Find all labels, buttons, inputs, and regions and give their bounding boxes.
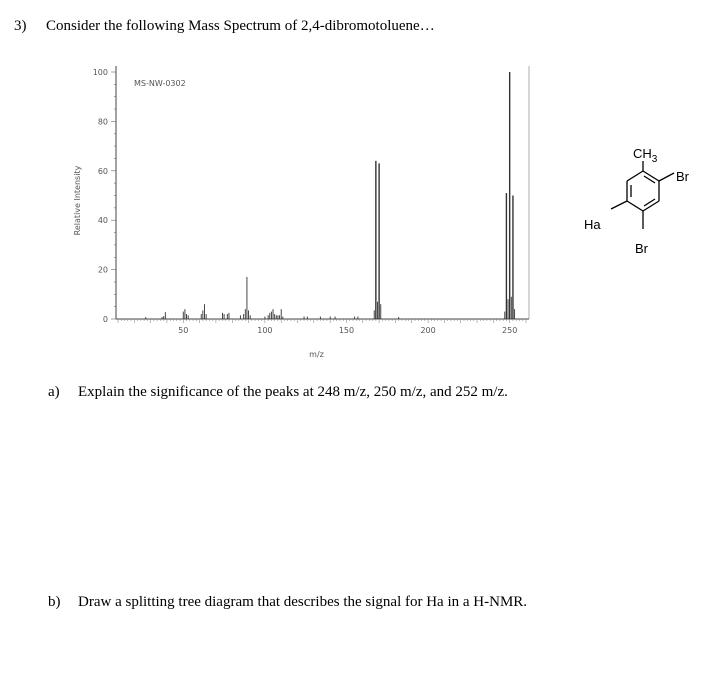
benzene-ring <box>627 171 659 211</box>
y-tick-label: 80 <box>97 117 108 127</box>
mass-spectrum-chart <box>66 58 536 368</box>
inset-label: MS-NW-0302 <box>134 79 186 88</box>
part-b-label: b) <box>48 594 61 610</box>
chart-axes <box>111 66 529 323</box>
part-a-label: a) <box>48 384 60 400</box>
y-axis-label: Relative Intensity <box>73 165 82 236</box>
bromine-label-top: Br <box>676 169 689 184</box>
y-tick-label: 40 <box>97 216 108 226</box>
y-tick-label: 0 <box>102 315 108 324</box>
x-tick-label: 150 <box>338 326 355 335</box>
question-text: Consider the following Mass Spectrum of 2,4-dibromotoluene… <box>46 18 435 34</box>
part-b <box>48 594 527 611</box>
part-a-text: Explain the significance of the peaks at 248 m/z, 250 m/z, and 252 m/z. <box>78 384 508 400</box>
y-tick-label: 20 <box>97 265 108 275</box>
part-a <box>48 384 508 401</box>
x-axis-label: m/z <box>309 350 324 359</box>
bromine-label-bottom: Br <box>635 241 648 256</box>
part-b-text: Draw a splitting tree diagram that describes the signal for Ha in a H-NMR. <box>78 594 528 610</box>
ha-label: Ha <box>584 217 601 232</box>
chart-labels <box>73 68 517 359</box>
y-tick-label: 60 <box>97 166 108 176</box>
x-tick-label: 200 <box>420 326 436 335</box>
question-title <box>14 18 435 35</box>
methyl-label: $CH_3$ <box>633 146 658 165</box>
x-tick-label: 100 <box>257 326 273 335</box>
dibromotoluene-structure <box>576 140 708 264</box>
question-number: 3) <box>14 18 27 34</box>
y-tick-label: 100 <box>92 68 108 77</box>
chart-peaks <box>146 72 515 319</box>
x-tick-label: 250 <box>502 326 518 335</box>
x-tick-label: 50 <box>178 326 189 335</box>
